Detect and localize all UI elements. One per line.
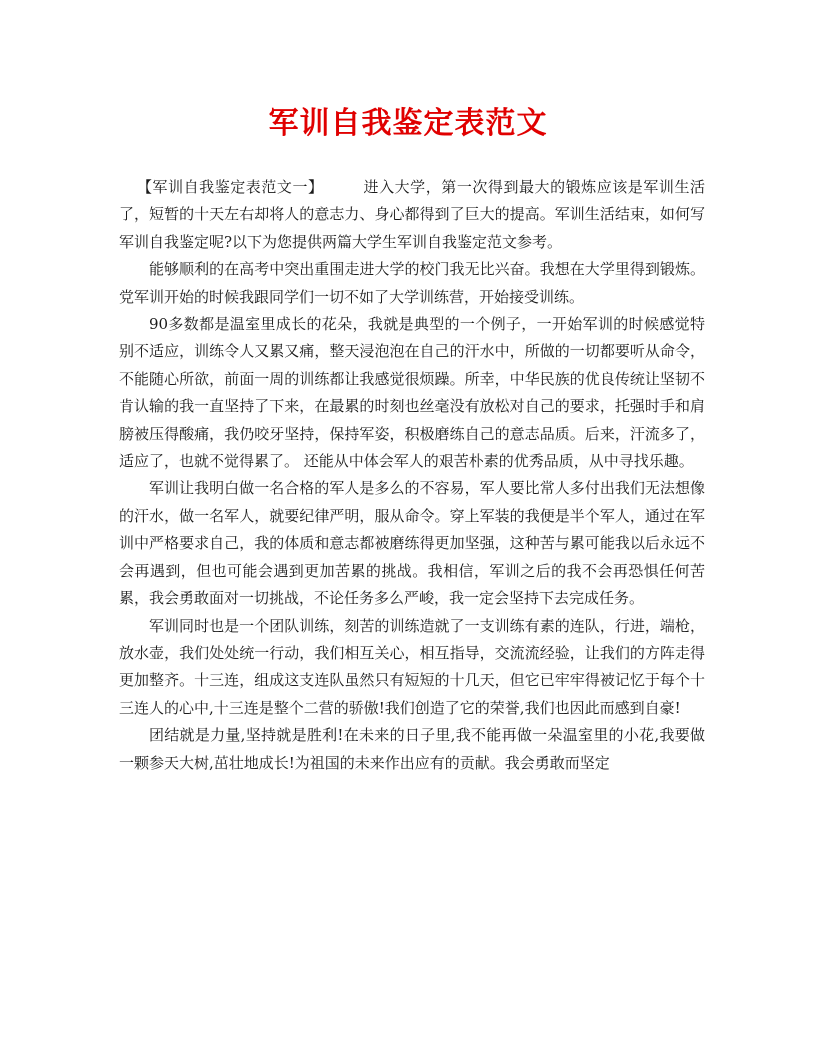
document-body — [119, 174, 705, 777]
paragraph-4: 军训让我明白做一名合格的军人是多么的不容易，军人要比常人多付出我们无法想像的汗水，做一名军人，就要纪律严明，服从命令。穿上军装的我便是半个军人，通过在军训中严格要求自己，我的体质和意志都被磨练得更加坚强，这种苦与累可能我以后永远不会再遇到，但也可能会遇到更加苦累的挑战。我相信，军训之后的我不会再恐惧任何苦累，我会勇敢面对一切挑战，不论任务多么严峻，我一定会坚持下去完成任务。 — [119, 479, 705, 608]
paragraph-2: 能够顺利的在高考中突出重围走进大学的校门我无比兴奋。我想在大学里得到锻炼。党军训开始的时候我跟同学们一切不如了大学训练营，开始接受训练。 — [119, 260, 705, 306]
paragraph-1-text: 进入大学，第一次得到最大的锻炼应该是军训生活了，短暂的十天左右却将人的意志力、身心都得到了巨大的提高。军训生活结束，如何写军训自我鉴定呢?以下为您提供两篇大学生军训自我鉴定范文参考。 — [119, 178, 705, 251]
document-title: 军训自我鉴定表范文 — [268, 106, 548, 141]
section-heading: 【军训自我鉴定表范文一】 — [137, 178, 324, 196]
paragraph-1 — [119, 174, 705, 256]
paragraph-5: 军训同时也是一个团队训练，刻苦的训练造就了一支训练有素的连队，行进，端枪，放水壶，我们处处统一行动，我们相互关心，相互指导，交流流经验，让我们的方阵走得更加整齐。十三连，组成这支连队虽然只有短短的十几天，但它已牢牢得被记忆于每个十三连人的心中,十三连是整个二营的骄傲!我们创造了它的荣誉,我们也因此而感到自豪! — [119, 616, 705, 717]
paragraph-6: 团结就是力量,坚持就是胜利!在未来的日子里,我不能再做一朵温室里的小花,我要做一颗参天大树,茁壮地成长!为祖国的未来作出应有的贡献。我会勇敢而坚定 — [119, 726, 705, 772]
paragraph-3: 90多数都是温室里成长的花朵，我就是典型的一个例子，一开始军训的时候感觉特别不适应，训练令人又累又痛，整天浸泡泡在自己的汗水中，所做的一切都要听从命令，不能随心所欲，前面一周的训练都让我感觉很烦躁。所幸，中华民族的优良传统让坚韧不肯认输的我一直坚持了下来，在最累的时刻也丝毫没有放松对自己的要求，托强时手和肩膀被压得酸痛，我仍咬牙坚持，保持军姿，积极磨练自己的意志品质。后来，汗流多了，适应了，也就不觉得累了。 还能从中体会军人的艰苦朴素的优秀品质，从中寻找乐趣。 — [119, 315, 705, 471]
